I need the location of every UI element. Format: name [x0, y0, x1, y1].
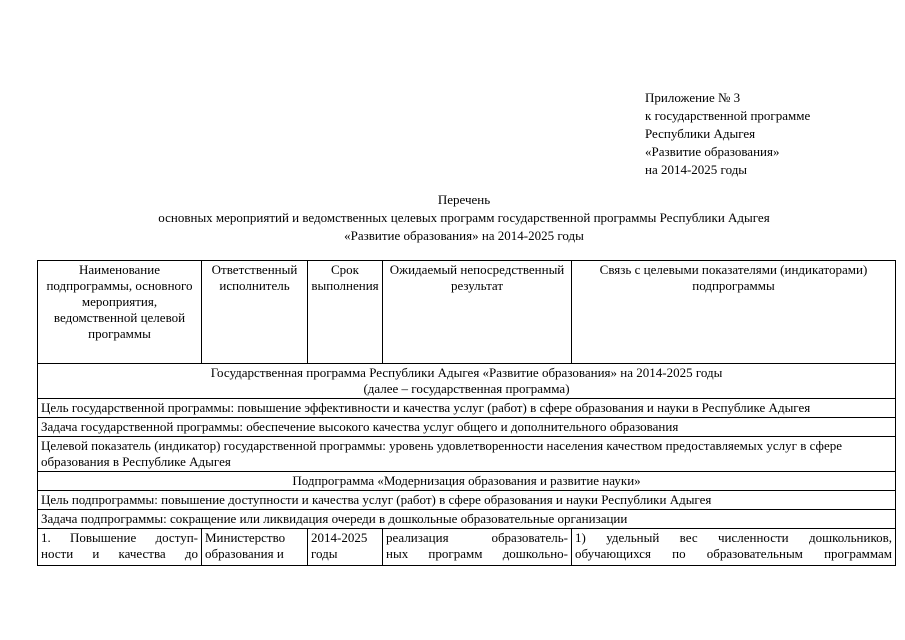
program-title-cell — [38, 364, 896, 399]
appendix-line: к государственной программе — [645, 108, 811, 123]
table-row — [38, 437, 896, 472]
appendix-line: Республики Адыгея — [645, 126, 756, 141]
table-row — [38, 491, 896, 510]
subprogram-task-cell: Задача подпрограммы: сокращение или ликвидация очереди в дошкольные образовательные организации — [38, 510, 896, 529]
activity-name-line: 1. Повышение доступ- — [41, 530, 198, 545]
table-row — [38, 472, 896, 491]
heading-line: Перечень — [437, 192, 491, 207]
indicator-link-line: 1) удельный вес численности дошкольников, — [575, 530, 892, 545]
executor-line: Министерство — [205, 530, 286, 545]
activity-name-cell — [38, 529, 202, 566]
appendix-line: «Развитие образования» — [645, 144, 780, 159]
term-cell — [308, 529, 383, 566]
indicator-link-cell — [572, 529, 896, 566]
table-row — [38, 399, 896, 418]
appendix-line: Приложение № 3 — [645, 90, 741, 105]
executor-cell — [202, 529, 308, 566]
column-header: Срок выполнения — [308, 261, 383, 364]
subprogram-title-cell: Подпрограмма «Модернизация образования и развитие науки» — [38, 472, 896, 491]
heading-line: основных мероприятий и ведомственных целевых программ государственной программы Республики Адыгея — [158, 210, 770, 225]
table-row — [38, 364, 896, 399]
term-line: годы — [311, 546, 338, 561]
result-line: реализация образователь- — [386, 530, 568, 545]
document-heading — [30, 191, 898, 245]
column-header: Ожидаемый непосредственный результат — [383, 261, 572, 364]
column-header: Связь с целевыми показателями (индикаторами) подпрограммы — [572, 261, 896, 364]
heading-line: «Развитие образования» на 2014-2025 годы — [344, 228, 584, 243]
result-cell — [383, 529, 572, 566]
program-title: Государственная программа Республики Адыгея «Развитие образования» на 2014-2025 годы — [210, 365, 723, 380]
program-task-cell: Задача государственной программы: обеспечение высокого качества услуг общего и дополнительного образования — [38, 418, 896, 437]
appendix-line: на 2014-2025 годы — [645, 162, 748, 177]
activity-name-line: ности и качества до — [41, 546, 198, 561]
term-line: 2014-2025 — [311, 530, 368, 545]
result-line: ных программ дошкольно- — [386, 546, 568, 561]
executor-line: образования и — [205, 546, 284, 561]
program-goal-cell: Цель государственной программы: повышение эффективности и качества услуг (работ) в сфере образования и науки в Республике Адыгея — [38, 399, 896, 418]
appendix-block — [645, 89, 885, 179]
table-row — [38, 418, 896, 437]
table-row — [38, 529, 896, 566]
table-header-row — [38, 261, 896, 364]
column-header: Ответственный исполнитель — [202, 261, 308, 364]
column-header: Наименование подпрограммы, основного мероприятия, ведомственной целевой программы — [38, 261, 202, 364]
program-indicator-cell: Целевой показатель (индикатор) государственной программы: уровень удовлетворенности населения качеством предоставляемых услуг в сфере образования в Республике Адыгея — [38, 437, 896, 472]
indicator-link-line: обучающихся по образовательным программам — [575, 546, 892, 561]
activities-table — [37, 260, 896, 566]
program-subtitle: (далее – государственная программа) — [363, 381, 570, 396]
subprogram-goal-cell: Цель подпрограммы: повышение доступности и качества услуг (работ) в сфере образования и науки Республики Адыгея — [38, 491, 896, 510]
table-row — [38, 510, 896, 529]
